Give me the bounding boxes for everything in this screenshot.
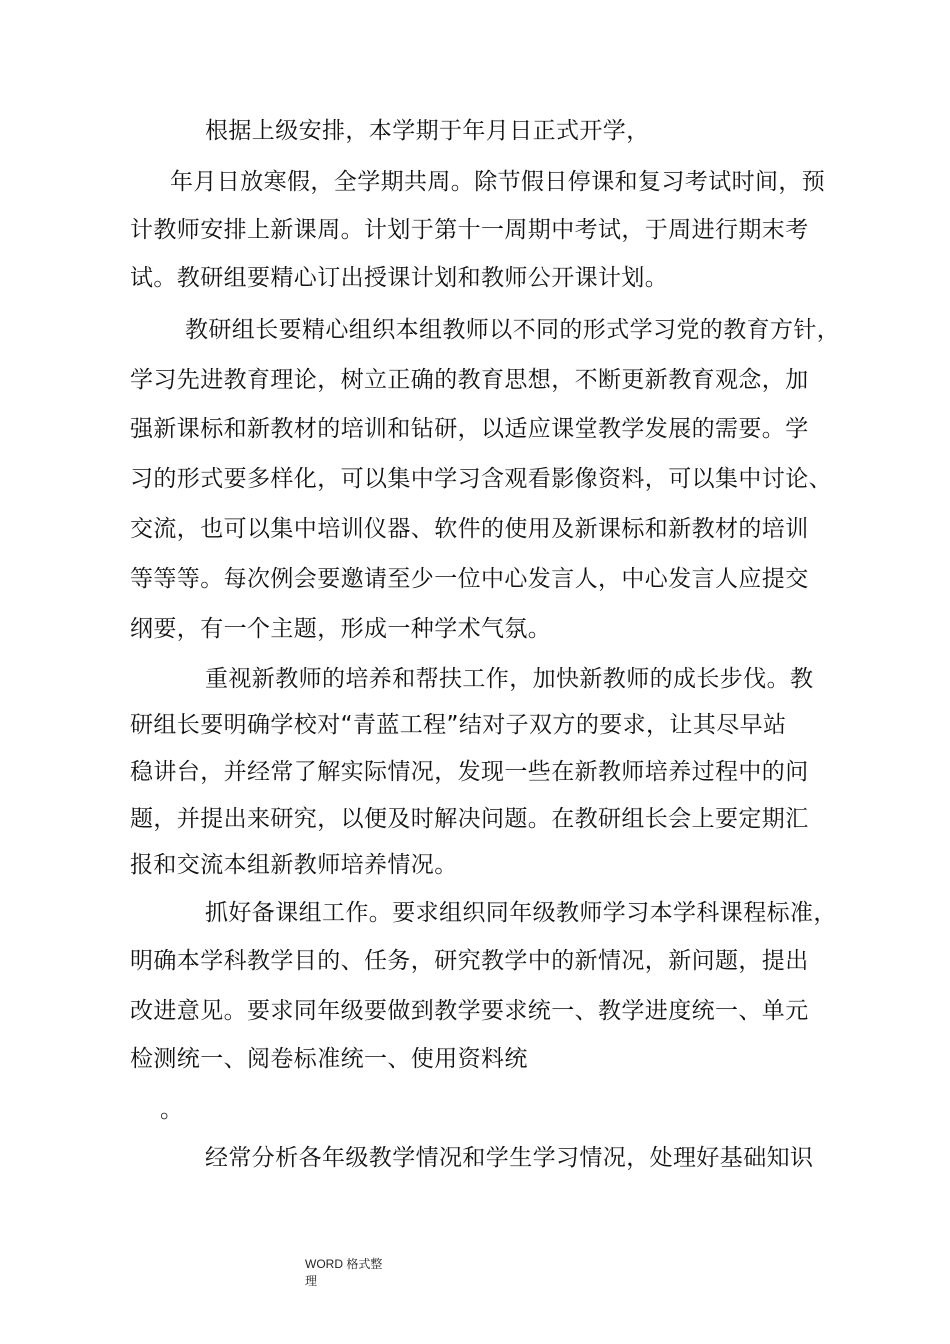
- text-line: 教研组长要精心组织本组教师以不同的形式学习党的教育方针，: [185, 317, 841, 343]
- text-line: 。: [160, 1097, 184, 1123]
- footer-line: 理: [305, 1274, 318, 1288]
- text-line: 年月日放寒假，全学期共周。除节假日停课和复习考试时间，预: [170, 169, 826, 195]
- text-line: 习的形式要多样化，可以集中学习含观看影像资料，可以集中讨论、: [130, 466, 832, 492]
- text-line: 明确本学科教学目的、任务，研究教学中的新情况，新问题，提出: [130, 948, 809, 974]
- text-line: 强新课标和新教材的培训和钻研，以适应课堂教学发展的需要。学: [130, 416, 809, 442]
- text-line: 根据上级安排，本学期于年月日正式开学，: [205, 118, 650, 144]
- page-footer: [305, 1256, 382, 1290]
- text-line: 改进意见。要求同年级要做到教学要求统一、教学进度统一、单元: [130, 998, 809, 1024]
- text-line: 研组长要明确学校对“青蓝工程”结对子双方的要求，让其尽早站: [130, 712, 787, 738]
- text-line: 抓好备课组工作。要求组织同年级教师学习本学科课程标准，: [205, 900, 837, 926]
- text-line: 题，并提出来研究，以便及时解决问题。在教研组长会上要定期汇: [130, 806, 809, 832]
- text-line: 稳讲台，并经常了解实际情况，发现一些在新教师培养过程中的问: [130, 759, 809, 785]
- footer-line: WORD 格式整: [305, 1257, 383, 1271]
- text-line: 检测统一、阅卷标准统一、使用资料统: [130, 1046, 528, 1072]
- text-line: 试。教研组要精心订出授课计划和教师公开课计划。: [130, 265, 669, 291]
- text-line: 报和交流本组新教师培养情况。: [130, 852, 458, 878]
- text-line: 纲要，有一个主题，形成一种学术气氛。: [130, 616, 552, 642]
- text-line: 交流，也可以集中培训仪器、软件的使用及新课标和新教材的培训: [130, 516, 809, 542]
- text-line: 等等等。每次例会要邀请至少一位中心发言人，中心发言人应提交: [130, 566, 809, 592]
- text-line: 重视新教师的培养和帮扶工作，加快新教师的成长步伐。教: [205, 666, 814, 692]
- text-line: 计教师安排上新课周。计划于第十一周期中考试，于周进行期末考: [130, 217, 809, 243]
- text-line: 经常分析各年级教学情况和学生学习情况，处理好基础知识: [205, 1145, 814, 1171]
- text-line: 学习先进教育理论，树立正确的教育思想，不断更新教育观念，加: [130, 367, 809, 393]
